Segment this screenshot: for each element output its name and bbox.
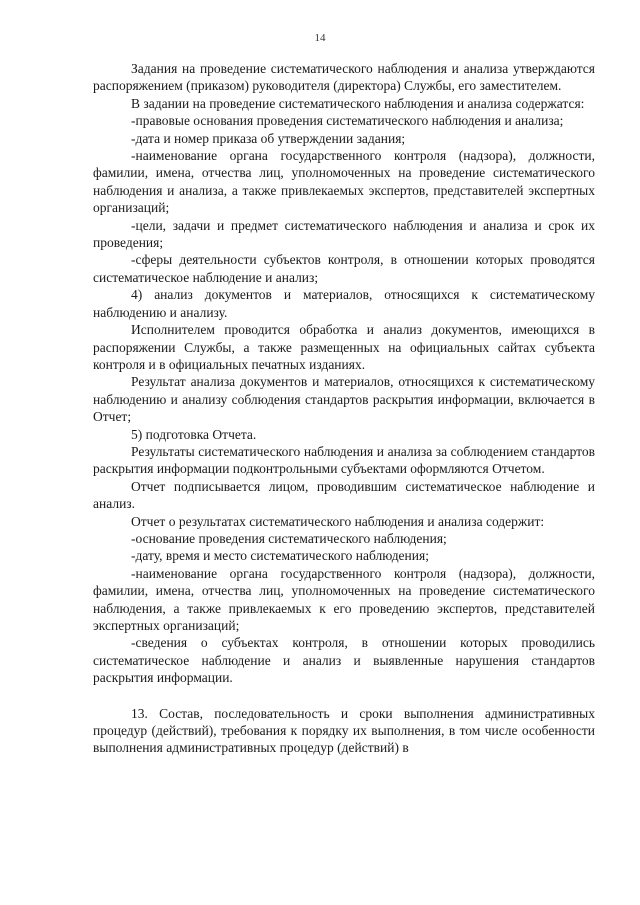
section-heading-text: 13. Состав, последовательность и сроки выполнения административных процедур (действий), требования к порядку их выполнения, в том числе особенности выполнения административных процедур (действий) в [93,705,595,756]
paragraph-results-report: Результаты систематического наблюдения и анализа за соблюдением стандартов раскрытия информации подконтрольными субъектами оформляются Отчетом. [93,443,595,477]
list-item-spheres: -сферы деятельности субъектов контроля, в отношении которых проводятся систематическое наблюдение и анализ; [93,252,595,285]
paragraph-task-contents: В задании на проведение систематического наблюдения и анализа содержатся: [131,95,585,111]
paragraph-document-analysis: 4) анализ документов и материалов, относящихся к систематическому наблюдению и анализу. [93,287,595,320]
list-item-legal-basis: -правовые основания проведения систематического наблюдения и анализа; [131,113,564,129]
page-number: 14 [314,32,326,44]
section-13-heading [93,705,595,757]
list-item-authority: -наименование органа государственного контроля (надзора), должности, фамилии, имена, отчества лиц, уполномоченных на проведение систематического наблюдения и анализа, а также привлекаемых экспертов, представителей экспертных организаций; [93,148,595,216]
list-item-order-date: -дата и номер приказа об утверждении задания; [131,130,406,146]
paragraph-report-preparation: 5) подготовка Отчета. [131,426,257,442]
list-item-observation-basis: -основание проведения систематического наблюдения; [131,530,447,546]
list-item-goals: -цели, задачи и предмет систематического наблюдения и анализа и срок их проведения; [93,217,595,251]
paragraph-tasks-approval: Задания на проведение систематического наблюдения и анализа утверждаются распоряжением (приказом) руководителя (директора) Службы, его заместителем. [93,61,595,94]
document-body [93,60,595,757]
paragraph-processing: Исполнителем проводится обработка и анализ документов, имеющихся в распоряжении Службы, а также размещенных на официальных сайтах субъекта контроля и в официальных печатных изданиях. [93,322,595,372]
list-item-subjects-info: -сведения о субъектах контроля, в отношении которых проводились систематическое наблюдение и анализ и выявленные нарушения стандартов раскрытия информации. [93,635,595,686]
paragraph-report-contents: Отчет о результатах систематического наблюдения и анализа содержит: [131,513,545,529]
list-item-report-authority: -наименование органа государственного контроля (надзора), должности, фамилии, имена, отчества лиц, уполномоченных на проведение систематического наблюдения, а также привлекаемых к его проведению экспертов, представителей экспертных организаций; [93,565,595,633]
paragraph-analysis-result: Результат анализа документов и материалов, относящихся к систематическому наблюдению и анализу соблюдения стандартов раскрытия информации, включается в Отчет; [93,374,595,425]
paragraph-report-signature: Отчет подписывается лицом, проводившим систематическое наблюдение и анализ. [93,478,595,512]
list-item-date-place: -дату, время и место систематического наблюдения; [131,548,429,564]
